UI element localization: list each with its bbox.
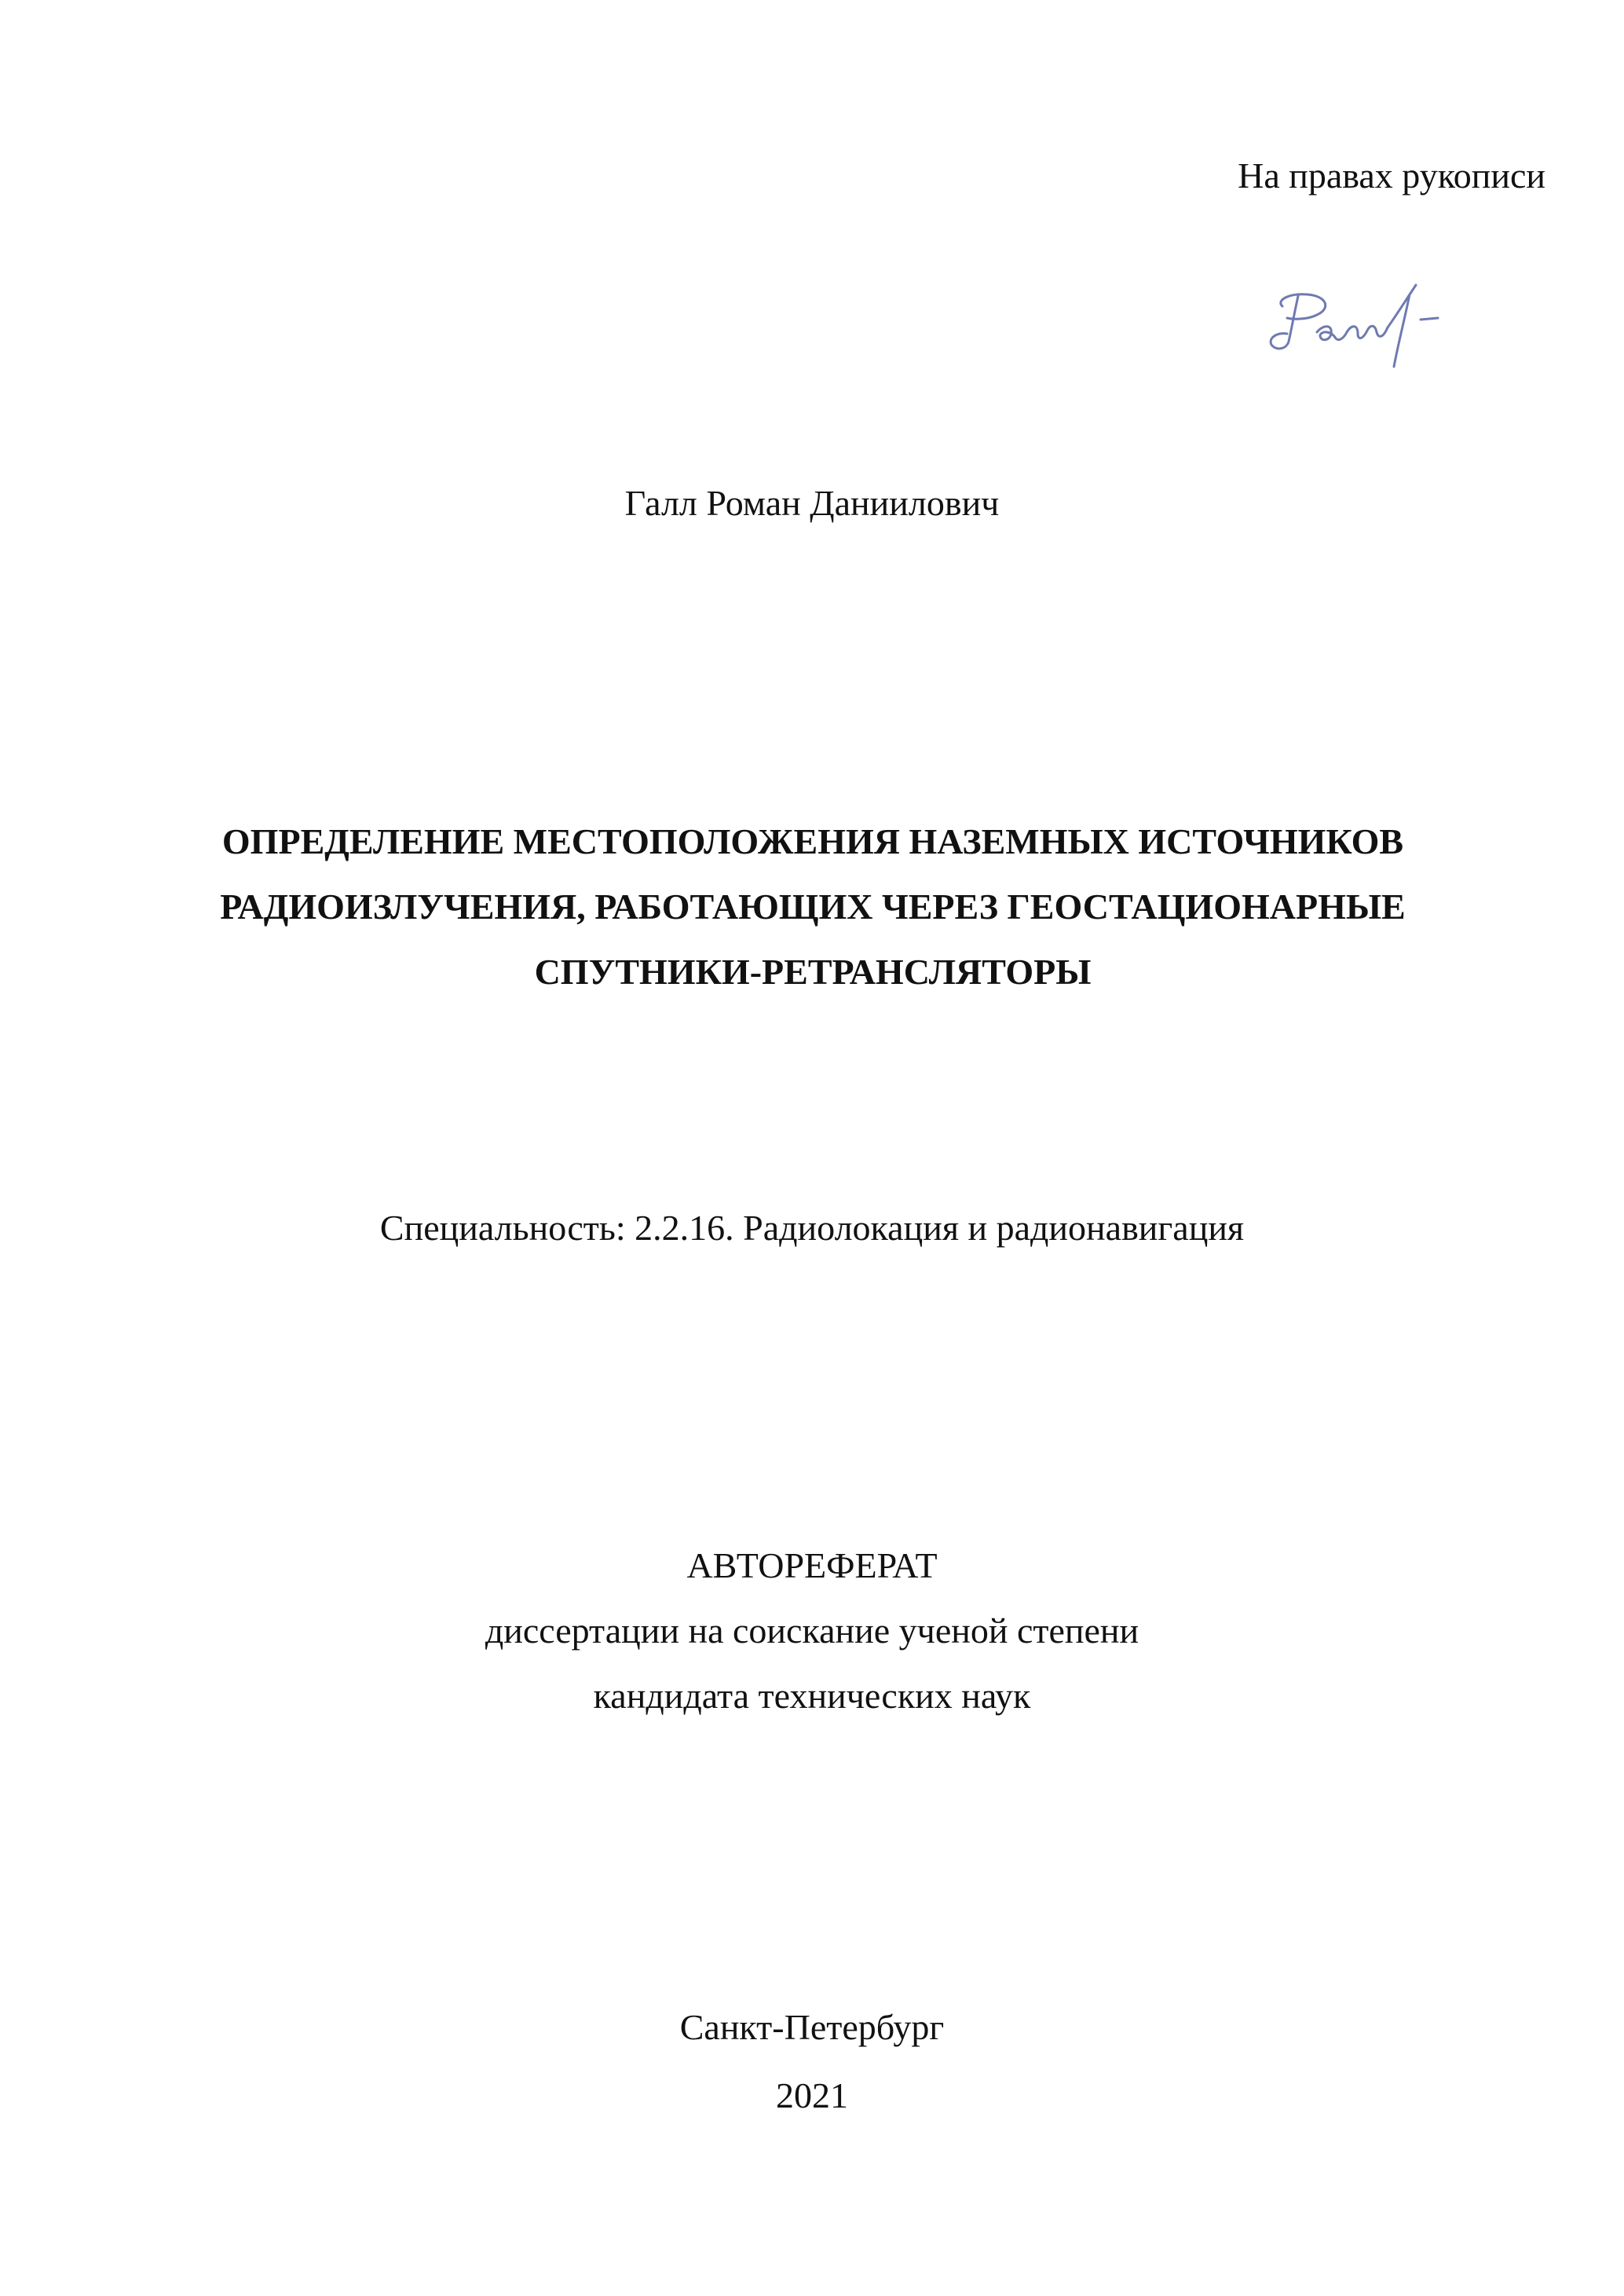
dissertation-title	[188, 809, 1437, 1004]
city: Санкт-Петербург	[679, 2007, 945, 2047]
abstract-line-2: кандидата технических наук	[593, 1676, 1031, 1716]
abstract-line-1: диссертации на соискание ученой степени	[485, 1610, 1139, 1651]
specialty: Специальность: 2.2.16. Радиолокация и радионавигация	[379, 1208, 1245, 1248]
abstract-heading: АВТОРЕФЕРАТ	[686, 1545, 938, 1585]
title-line-1: ОПРЕДЕЛЕНИЕ МЕСТОПОЛОЖЕНИЯ НАЗЕМНЫХ ИСТОЧНИКОВ	[221, 821, 1404, 861]
title-line-3: СПУТНИКИ-РЕТРАНСЛЯТОРЫ	[534, 952, 1092, 992]
abstract-block	[0, 1533, 1624, 1728]
year: 2021	[776, 2075, 848, 2115]
rights-note: На правах рукописи	[1238, 155, 1545, 196]
footer	[0, 1993, 1624, 2130]
title-line-2: РАДИОИЗЛУЧЕНИЯ, РАБОТАЮЩИХ ЧЕРЕЗ ГЕОСТАЦИОНАРНЫЕ	[220, 887, 1406, 927]
author-name: Галл Роман Даниилович	[624, 483, 1000, 523]
handwritten-signature	[1253, 263, 1488, 381]
